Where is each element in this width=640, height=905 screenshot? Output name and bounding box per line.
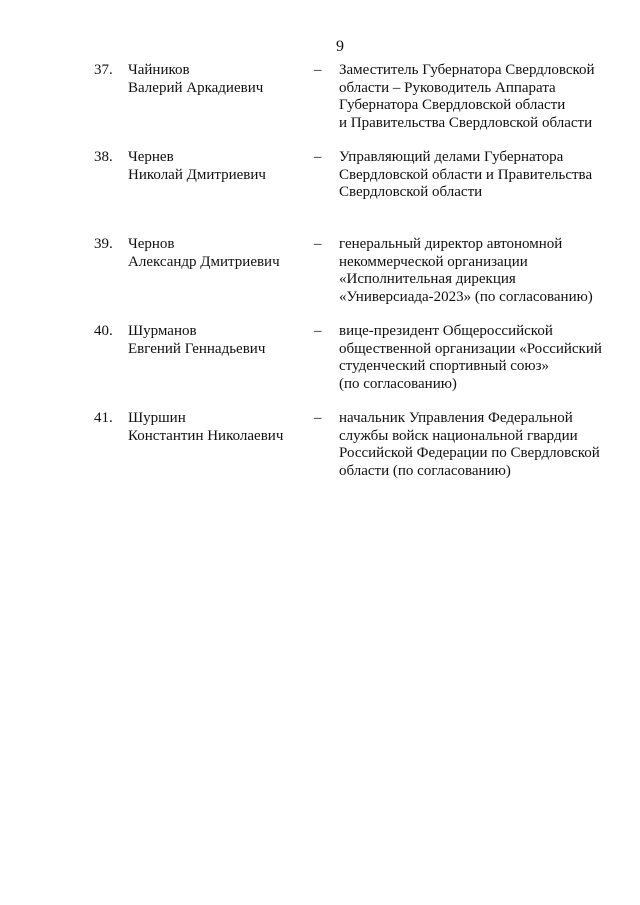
position-line: Свердловской области — [339, 184, 483, 200]
member-surname: Чернев — [128, 149, 174, 165]
position-line: некоммерческой организации — [339, 253, 528, 270]
member-position — [339, 236, 607, 306]
dash-separator: – — [314, 323, 322, 339]
position-line: «Универсиада-2023» (по согласованию) — [339, 288, 593, 305]
member-position — [339, 149, 607, 202]
member-name — [128, 62, 308, 97]
member-surname: Шуршин — [128, 410, 186, 426]
member-position — [339, 410, 607, 480]
position-line: службы войск национальной гвардии — [339, 427, 578, 444]
position-line: генеральный директор автономной — [339, 236, 563, 252]
member-surname: Чернов — [128, 236, 175, 252]
member-position — [339, 323, 607, 393]
entry-number: 40. — [94, 323, 113, 339]
member-name — [128, 323, 308, 358]
member-given-names: Валерий Аркадиевич — [128, 79, 264, 96]
position-line: Губернатора Свердловской области — [339, 97, 566, 113]
dash-separator: – — [314, 236, 322, 252]
member-position — [339, 62, 607, 132]
position-line: общественной организации «Российский — [339, 340, 602, 357]
member-given-names: Александр Дмитриевич — [128, 253, 280, 270]
member-given-names: Константин Николаевич — [128, 427, 284, 444]
list-item — [0, 236, 640, 323]
position-line: Свердловской области и Правительства — [339, 166, 593, 183]
position-line: области – Руководитель Аппарата — [339, 79, 556, 96]
list-item — [0, 323, 640, 410]
dash-separator: – — [314, 149, 322, 165]
member-name — [128, 236, 308, 271]
position-line: начальник Управления Федеральной — [339, 410, 573, 426]
dash-separator: – — [314, 62, 322, 78]
member-list — [0, 62, 640, 497]
list-item — [0, 149, 640, 236]
member-name — [128, 410, 308, 445]
entry-number: 41. — [94, 410, 113, 426]
member-given-names: Евгений Геннадьевич — [128, 340, 266, 357]
member-surname: Чайников — [128, 62, 190, 78]
dash-separator: – — [314, 410, 322, 426]
entry-number: 38. — [94, 149, 113, 165]
entry-number: 39. — [94, 236, 113, 252]
position-line: Управляющий делами Губернатора — [339, 149, 564, 165]
position-line: (по согласованию) — [339, 375, 457, 392]
list-item — [0, 410, 640, 497]
position-line: «Исполнительная дирекция — [339, 271, 516, 287]
page-number: 9 — [336, 38, 344, 55]
position-line: области (по согласованию) — [339, 462, 511, 479]
list-item — [0, 62, 640, 149]
entry-number: 37. — [94, 62, 113, 78]
member-surname: Шурманов — [128, 323, 197, 339]
position-line: Заместитель Губернатора Свердловской — [339, 62, 595, 78]
member-given-names: Николай Дмитриевич — [128, 166, 266, 183]
position-line: и Правительства Свердловской области — [339, 114, 593, 131]
position-line: студенческий спортивный союз» — [339, 358, 550, 374]
position-line: вице-президент Общероссийской — [339, 323, 553, 339]
member-name — [128, 149, 308, 184]
position-line: Российской Федерации по Свердловской — [339, 445, 600, 461]
